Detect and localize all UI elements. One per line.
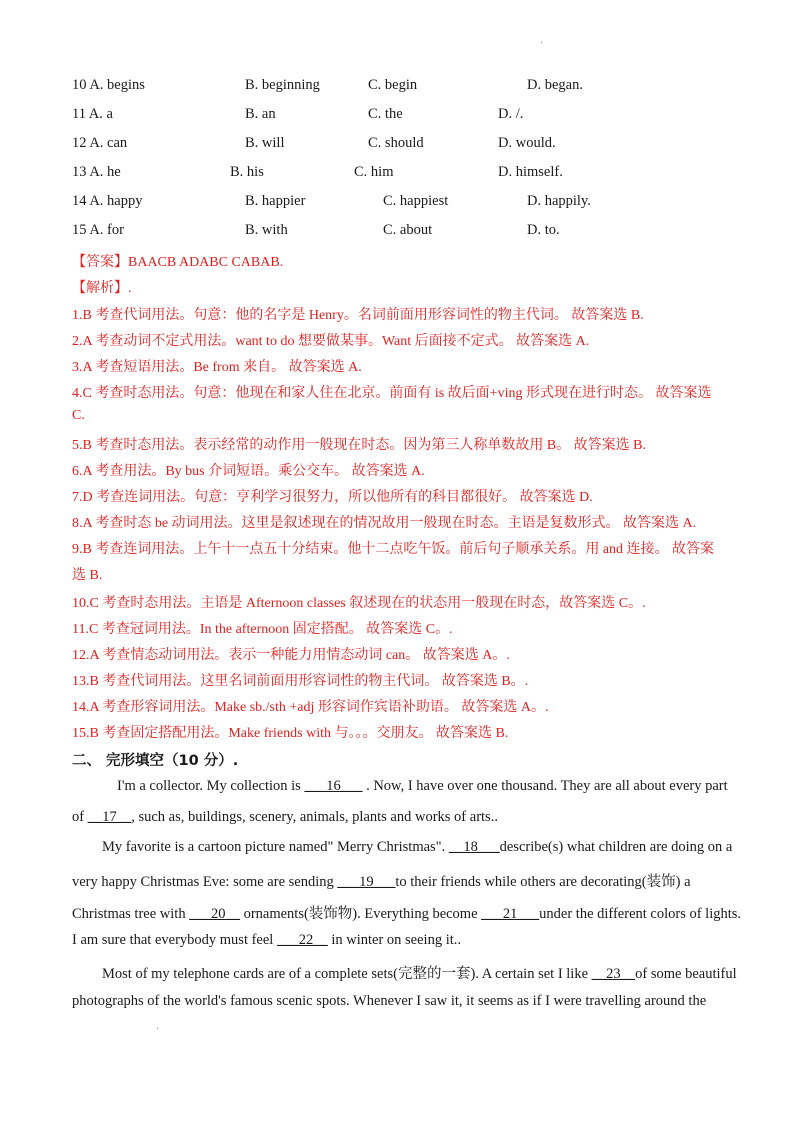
analysis-line: 8.A 考查时态 be 动词用法。这里是叙述现在的情况故用一般现在时态。主语是复数形式。 故答案选 A. [72, 516, 697, 531]
cloze-line [102, 962, 762, 983]
cloze-blank-23: __23__ [591, 966, 636, 982]
cloze-blank-16: ___16___ [304, 778, 363, 794]
option-b: B. with [245, 222, 288, 238]
cloze-text: I'm a collector. My collection is [117, 778, 305, 794]
cloze-text: . Now, I have over one thousand. They are all about every part [362, 778, 728, 794]
analysis-line: 选 B. [72, 568, 103, 583]
cloze-line [72, 870, 732, 891]
option-c: C. happiest [383, 193, 449, 209]
option-row-14 [0, 193, 800, 215]
cloze-text: My favorite is a cartoon picture named" Merry Christmas". [102, 839, 449, 855]
option-row-13 [0, 164, 800, 186]
cloze-blank-17: __17__ [87, 809, 132, 825]
analysis-line: 3.A 考查短语用法。Be from 来自。 故答案选 A. [72, 360, 362, 375]
cloze-blank-20: ___20__ [189, 906, 240, 922]
option-c: C. about [383, 222, 433, 238]
option-a: 15 A. for [72, 222, 124, 238]
cloze-line [72, 932, 732, 949]
option-c: C. begin [368, 77, 418, 93]
analysis-line: 14.A 考查形容词用法。Make sb./sth +adj 形容词作宾语补助语。 故答案选 A。. [72, 700, 549, 715]
cloze-blank-19: ___19___ [337, 874, 396, 890]
cloze-text: I am sure that everybody must feel [72, 932, 277, 948]
cloze-line [117, 778, 777, 795]
analysis-line: 15.B 考查固定搭配用法。Make friends with 与。。。交朋友。 故答案选 B. [72, 726, 509, 741]
cloze-text: photographs of the world's famous scenic spots. Whenever I saw it, it seems as if I were travelling around the [72, 993, 707, 1009]
cloze-text: to their friends while others are decorating(装饰) a [395, 874, 691, 890]
cloze-text: Most of my telephone cards are of a complete sets(完整的一套). A certain set I like [102, 966, 592, 982]
option-a: 12 A. can [72, 135, 128, 151]
option-row-12 [0, 135, 800, 157]
analysis-line: 12.A 考查情态动词用法。表示一种能力用情态动词 can。 故答案选 A。. [72, 648, 510, 663]
analysis-line: 7.D 考查连词用法。句意：亨利学习很努力，所以他所有的科目都很好。 故答案选 D. [72, 490, 593, 505]
option-c: C. the [368, 106, 403, 122]
analysis-line: 11.C 考查冠词用法。In the afternoon 固定搭配。 故答案选 C。. [72, 622, 453, 637]
option-a: 13 A. he [72, 164, 121, 180]
cloze-line [72, 902, 742, 923]
cloze-text: of [72, 809, 88, 825]
header-mark: ' [541, 40, 543, 50]
cloze-text: under the different colors of lights. [539, 906, 742, 922]
analysis-line: 5.B 考查时态用法。表示经常的动作用一般现在时态。因为第三人称单数故用 B。 故答案选 B. [72, 438, 647, 453]
cloze-blank-18: __18___ [448, 839, 500, 855]
cloze-blank-22: ___22__ [276, 932, 328, 948]
answer-key: 【答案】BAACB ADABC CABAB. [72, 255, 284, 270]
analysis-line: C. [72, 408, 85, 423]
option-row-15 [0, 222, 800, 244]
analysis-line: 6.A 考查用法。By bus 介词短语。乘公交车。 故答案选 A. [72, 464, 425, 479]
option-b: B. happier [245, 193, 306, 209]
footer-mark: ' [157, 1026, 159, 1036]
option-a: 14 A. happy [72, 193, 143, 209]
cloze-text: in winter on seeing it.. [327, 932, 461, 948]
cloze-text: describe(s) what children are doing on a [499, 839, 733, 855]
option-row-11 [0, 106, 800, 128]
analysis-line: 1.B 考查代词用法。句意：他的名字是 Henry。名词前面用形容词性的物主代词。 故答案选 B. [72, 308, 644, 323]
option-c: C. should [368, 135, 424, 151]
analysis-title: 【解析】. [72, 281, 132, 296]
option-c: C. him [354, 164, 394, 180]
analysis-line: 13.B 考查代词用法。这里名词前面用形容词性的物主代词。 故答案选 B。. [72, 674, 529, 689]
cloze-line [72, 809, 732, 826]
option-d: D. /. [498, 106, 524, 122]
cloze-blank-21: ___21___ [481, 906, 540, 922]
option-row-10 [0, 77, 800, 99]
option-b: B. beginning [245, 77, 320, 93]
cloze-line [72, 993, 732, 1010]
option-d: D. began. [527, 77, 583, 93]
option-b: B. his [230, 164, 264, 180]
option-d: D. happily. [527, 193, 591, 209]
analysis-line: 2.A 考查动词不定式用法。want to do 想要做某事。Want 后面接不定式。 故答案选 A. [72, 334, 590, 349]
cloze-line [102, 839, 762, 856]
option-a: 10 A. begins [72, 77, 145, 93]
cloze-text: of some beautiful [635, 966, 737, 982]
option-b: B. an [245, 106, 276, 122]
analysis-line: 9.B 考查连词用法。上午十一点五十分结束。他十二点吃午饭。前后句子顺承关系。用 and 连接。 故答案 [72, 542, 715, 557]
option-d: D. to. [527, 222, 560, 238]
cloze-text: Christmas tree with [72, 906, 190, 922]
analysis-line: 4.C 考查时态用法。句意：他现在和家人住在北京。前面有 is 故后面+ving 形式现在进行时态。 故答案选 [72, 386, 712, 401]
option-b: B. will [245, 135, 285, 151]
option-a: 11 A. a [72, 106, 113, 122]
cloze-text: , such as, buildings, scenery, animals, plants and works of arts.. [131, 809, 498, 825]
cloze-text: very happy Christmas Eve: some are sending [72, 874, 338, 890]
analysis-line: 10.C 考查时态用法。主语是 Afternoon classes 叙述现在的状态用一般现在时态，故答案选 C。. [72, 596, 646, 611]
option-d: D. would. [498, 135, 556, 151]
section-title: 二、 完形填空（10 分）. [72, 753, 239, 769]
cloze-text: ornaments(装饰物). Everything become [239, 906, 482, 922]
option-d: D. himself. [498, 164, 563, 180]
